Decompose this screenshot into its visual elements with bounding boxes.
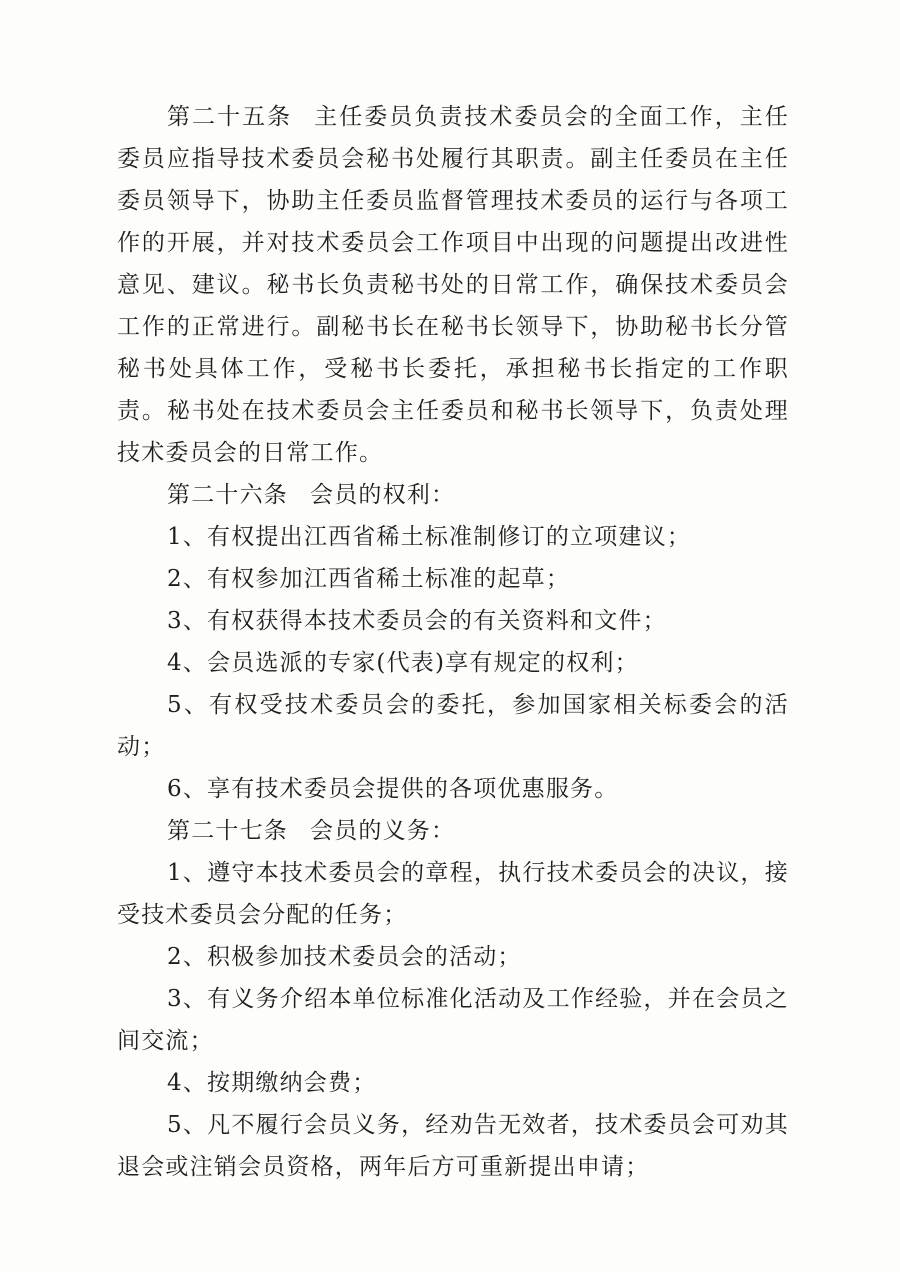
article-25 — [117, 96, 789, 474]
article-26-text: 会员的权利： — [310, 482, 456, 508]
article-26 — [117, 474, 789, 516]
article-27 — [117, 810, 789, 852]
article-25-text: 主任委员负责技术委员会的全面工作，主任委员应指导技术委员会秘书处履行其职责。副主任委员在主任委员领导下，协助主任委员监督管理技术委员的运行与各项工作的开展，并对技术委员会工作项目中出现的问题提出改进性意见、建议。秘书长负责秘书处的日常工作，确保技术委员会工作的正常进行。副秘书长在秘书长领导下，协助秘书长分管秘书处具体工作，受秘书长委托，承担秘书长指定的工作职责。秘书处在技术委员会主任委员和秘书长领导下，负责处理技术委员会的日常工作。 — [117, 104, 789, 466]
article-26-item-4: 4、会员选派的专家(代表)享有规定的权利； — [167, 650, 639, 676]
article-27-label: 第二十七条 — [167, 818, 288, 844]
article-26-item-2: 2、有权参加江西省稀土标准的起草； — [167, 566, 571, 592]
article-26-item-6: 6、享有技术委员会提供的各项优惠服务。 — [167, 776, 619, 802]
article-26-label: 第二十六条 — [167, 482, 288, 508]
article-26-item-3: 3、有权获得本技术委员会的有关资料和文件； — [167, 608, 667, 634]
article-25-label: 第二十五条 — [167, 104, 293, 130]
document-body — [117, 96, 789, 1188]
article-27-text: 会员的义务： — [310, 818, 456, 844]
article-27-item-3: 3、有义务介绍本单位标准化活动及工作经验，并在会员之间交流； — [117, 986, 789, 1054]
article-27-item-2: 2、积极参加技术委员会的活动； — [167, 944, 522, 970]
article-26-item-5: 5、有权受技术委员会的委托，参加国家相关标委会的活动； — [117, 692, 789, 760]
article-27-item-4: 4、按期缴纳会费； — [167, 1070, 377, 1096]
article-27-item-5: 5、凡不履行会员义务，经劝告无效者，技术委员会可劝其退会或注销会员资格，两年后方可重新提出申请； — [117, 1112, 789, 1180]
article-27-item-1: 1、遵守本技术委员会的章程，执行技术委员会的决议，接受技术委员会分配的任务； — [117, 860, 789, 928]
article-26-item-1: 1、有权提出江西省稀土标准制修订的立项建议； — [167, 524, 692, 550]
